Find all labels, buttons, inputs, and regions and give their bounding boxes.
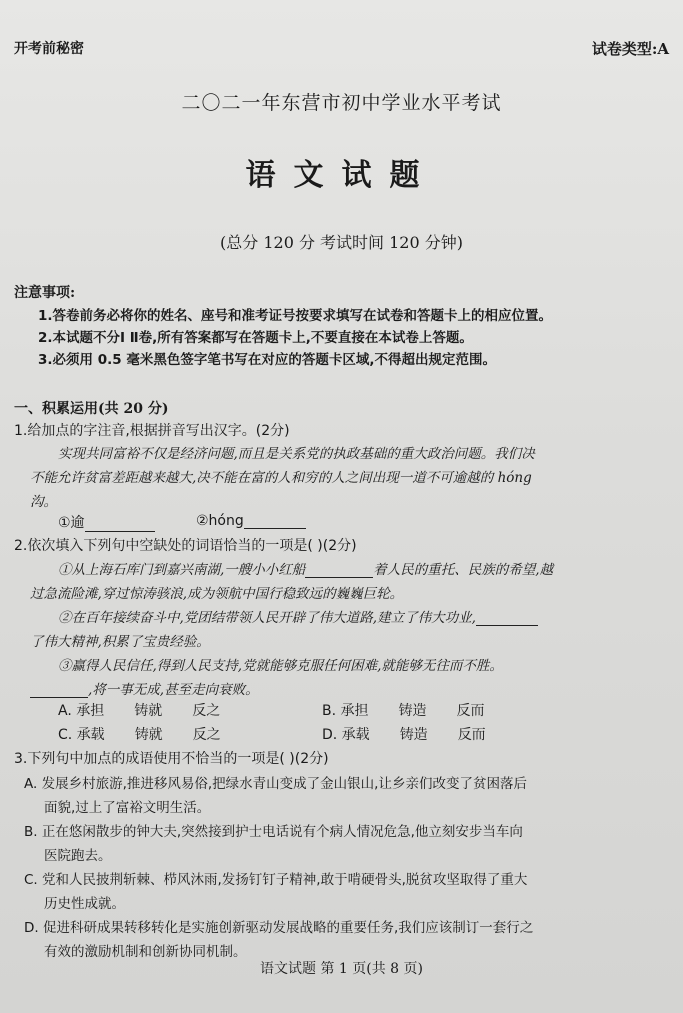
option-word: A. 承担 (58, 703, 105, 719)
q2-sentence-3-end (30, 678, 259, 698)
option-word: 反而 (457, 727, 486, 743)
q2-option-d (322, 724, 486, 744)
answer-blank (476, 609, 538, 626)
answer-blank (305, 561, 373, 578)
option-word: 反之 (192, 727, 221, 743)
q2-s3-part-a: ③赢得人民信任,得到人民支持,党就能够克服任何困难,就能够无往而不胜。 (58, 658, 503, 674)
page-footer: 语文试题 第 1 页(共 8 页) (260, 961, 423, 977)
q1-passage-line: 不能允许贫富差距越来越大,决不能在富的人和穷的人之间出现一道不可逾越的 hóng (30, 470, 532, 486)
notice-item: 3.必须用 0.5 毫米黑色签字笔书写在对应的答题卡区域,不得超出规定范围。 (38, 352, 496, 368)
notice-item: 2.本试题不分Ⅰ Ⅱ卷,所有答案都写在答题卡上,不要直接在本试卷上答题。 (38, 330, 473, 346)
q2-option-c (58, 724, 221, 744)
question-2-stem: 2.依次填入下列句中空缺处的词语恰当的一项是( )(2分) (14, 538, 357, 554)
q2-s3-part-c: ,将一事无成,甚至走向衰败。 (88, 682, 259, 698)
q3-option-d-line: D. 促进科研成果转移转化是实施创新驱动发展战略的重要任务,我们应该制订一套行之 (24, 920, 534, 936)
option-word: 反之 (192, 703, 221, 719)
q2-s1-part-c: 过急流险滩,穿过惊涛骇浪,成为领航中国行稳致远的巍巍巨轮。 (30, 586, 404, 602)
q3-option-a-line: A. 发展乡村旅游,推进移风易俗,把绿水青山变成了金山银山,让乡亲们改变了贫困落后 (24, 776, 527, 792)
q2-option-b (322, 700, 485, 720)
notice-item: 1.答卷前务必将你的姓名、座号和准考证号按要求填写在试卷和答题卡上的相应位置。 (38, 308, 553, 324)
q1-passage-line: 实现共同富裕不仅是经济问题,而且是关系党的执政基础的重大政治问题。我们决 (58, 446, 535, 462)
q3-option-a-line: 面貌,过上了富裕文明生活。 (44, 800, 211, 816)
paper-type-label: 试卷类型:A (591, 40, 669, 58)
option-word: C. 承载 (58, 727, 105, 743)
section-heading: 一、积累运用(共 20 分) (14, 401, 169, 417)
question-3-stem: 3.下列句中加点的成语使用不恰当的一项是( )(2分) (14, 751, 329, 767)
secret-label: 开考前秘密 (14, 41, 84, 57)
option-word: 铸造 (398, 703, 427, 719)
q2-s2-part-a: ②在百年接续奋斗中,党团结带领人民开辟了伟大道路,建立了伟大功业, (58, 610, 476, 626)
option-word: 铸就 (134, 703, 163, 719)
option-word: 铸造 (399, 727, 428, 743)
question-1-stem: 1.给加点的字注音,根据拼音写出汉字。(2分) (14, 423, 290, 439)
q2-s1-part-a: ①从上海石库门到嘉兴南湖,一艘小小红船 (58, 562, 306, 578)
answer-blank (85, 515, 155, 532)
q1-answer-2 (196, 512, 306, 529)
q2-s2-part-c: 了伟大精神,积累了宝贵经验。 (30, 634, 210, 650)
q3-option-b-line: B. 正在悠闲散步的钟大夫,突然接到护士电话说有个病人情况危急,他立刻安步当车向 (24, 824, 523, 840)
q3-option-b-line: 医院跑去。 (44, 848, 112, 864)
q3-option-c-line: C. 党和人民披荆斩棘、栉风沐雨,发扬钉钉子精神,敢于啃硬骨头,脱贫攻坚取得了重大 (24, 872, 528, 888)
exam-title: 二〇二一年东营市初中学业水平考试 (181, 92, 502, 114)
q2-sentence-2 (58, 606, 669, 626)
answer-blank (244, 512, 306, 529)
option-word: 铸就 (134, 727, 163, 743)
exam-meta: (总分 120 分 考试时间 120 分钟) (220, 233, 463, 252)
q1-answer-1-label: ①逾 (58, 515, 85, 531)
option-word: 反而 (456, 703, 485, 719)
q2-sentence-1 (58, 558, 669, 578)
answer-blank (30, 681, 88, 698)
subject-title: 语文试题 (245, 158, 438, 193)
q1-answer-1 (58, 512, 155, 532)
header-row (14, 38, 669, 68)
q2-option-a (58, 700, 220, 720)
q2-s1-part-b: 着人民的重托、民族的希望,越 (373, 562, 554, 578)
q3-option-c-line: 历史性成就。 (44, 896, 125, 912)
q1-passage-line: 沟。 (30, 494, 57, 510)
option-word: D. 承载 (322, 727, 370, 743)
notice-title: 注意事项: (14, 285, 76, 301)
q1-answer-2-label: ②hóng (196, 513, 244, 529)
option-word: B. 承担 (322, 703, 369, 719)
q3-option-d-line: 有效的激励机制和创新协同机制。 (44, 944, 247, 960)
